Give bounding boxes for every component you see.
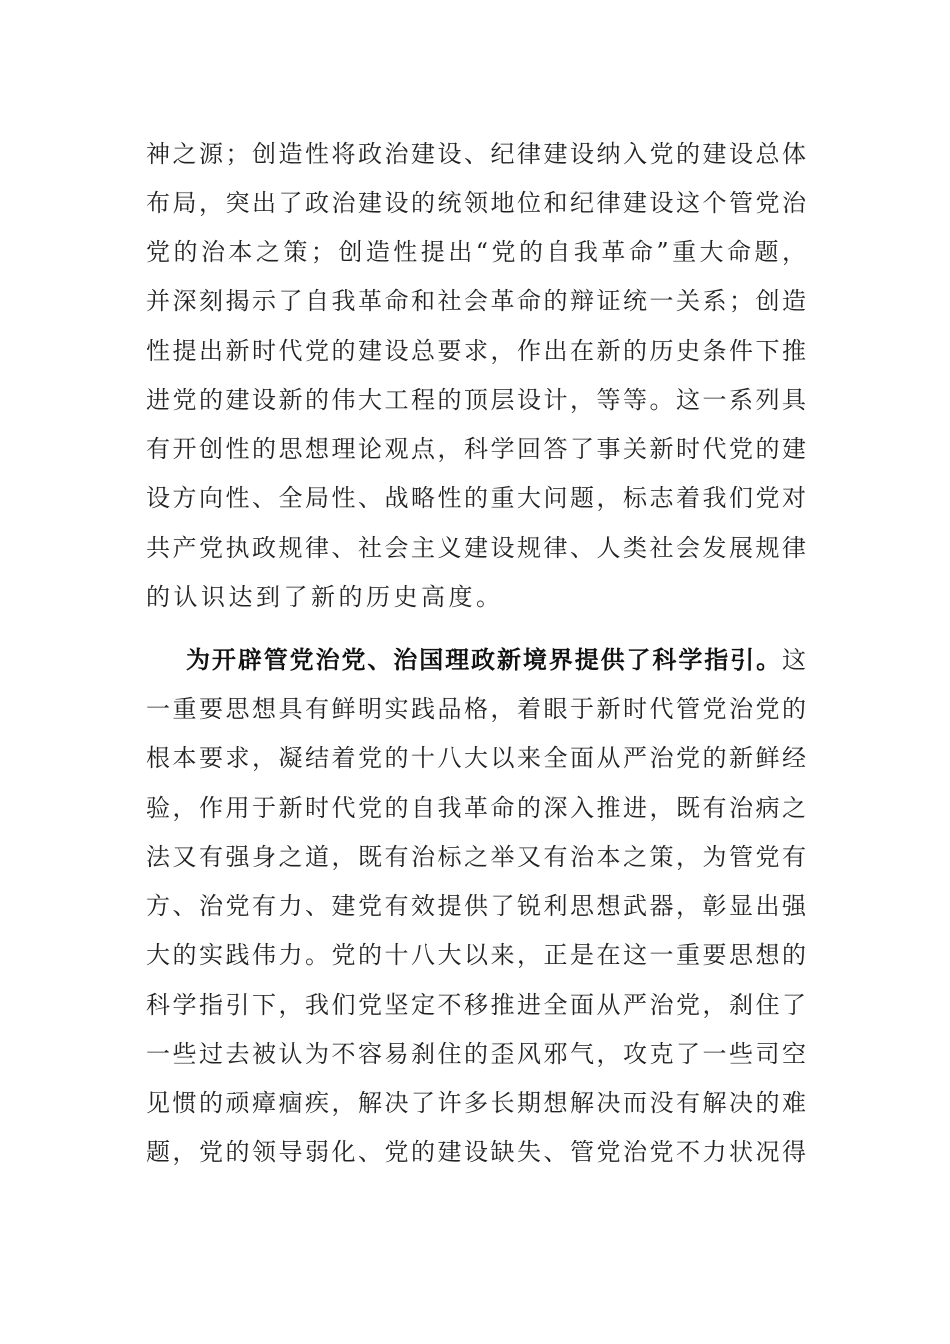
- paragraph-lead-heading: 为开辟管党治党、治国理政新境界提供了科学指引。: [186, 646, 782, 674]
- text-line: 题，党的领导弱化、党的建设缺失、管党治党不力状况得: [146, 1138, 806, 1166]
- text-line: 一重要思想具有鲜明实践品格，着眼于新时代管党治党的: [146, 695, 806, 723]
- text-line: 设方向性、全局性、战略性的重大问题，标志着我们党对: [146, 484, 806, 512]
- text-line: 党的治本之策；创造性提出“党的自我革命”重大命题，: [146, 238, 806, 266]
- text-line: 法又有强身之道，既有治标之举又有治本之策，为管党有: [146, 843, 806, 871]
- text-line: 验，作用于新时代党的自我革命的深入推进，既有治病之: [146, 794, 806, 822]
- text-line: 方、治党有力、建党有效提供了锐利思想武器，彰显出强: [146, 892, 806, 920]
- text-line: 根本要求，凝结着党的十八大以来全面从严治党的新鲜经: [146, 744, 806, 772]
- text-line-last: 的认识达到了新的历史高度。: [146, 583, 504, 611]
- text-line: 共产党执政规律、社会主义建设规律、人类社会发展规律: [146, 534, 806, 562]
- paragraph-lead-line: [186, 640, 806, 680]
- text-line: 并深刻揭示了自我革命和社会革命的辩证统一关系；创造: [146, 287, 806, 315]
- text-line: 大的实践伟力。党的十八大以来，正是在这一重要思想的: [146, 941, 806, 969]
- text-line: 布局，突出了政治建设的统领地位和纪律建设这个管党治: [146, 189, 806, 217]
- text-line: 见惯的顽瘴痼疾，解决了许多长期想解决而没有解决的难: [146, 1089, 806, 1117]
- text-line: 一些过去被认为不容易刹住的歪风邪气，攻克了一些司空: [146, 1040, 806, 1068]
- text-line: 性提出新时代党的建设总要求，作出在新的历史条件下推: [146, 337, 806, 365]
- text-line: 科学指引下，我们党坚定不移推进全面从严治党，刹住了: [146, 991, 806, 1019]
- text-line: 神之源；创造性将政治建设、纪律建设纳入党的建设总体: [146, 140, 806, 168]
- text-line: 进党的建设新的伟大工程的顶层设计，等等。这一系列具: [146, 386, 806, 414]
- text-line: 有开创性的思想理论观点，科学回答了事关新时代党的建: [146, 435, 806, 463]
- paragraph-lead-rest: 这: [782, 646, 806, 674]
